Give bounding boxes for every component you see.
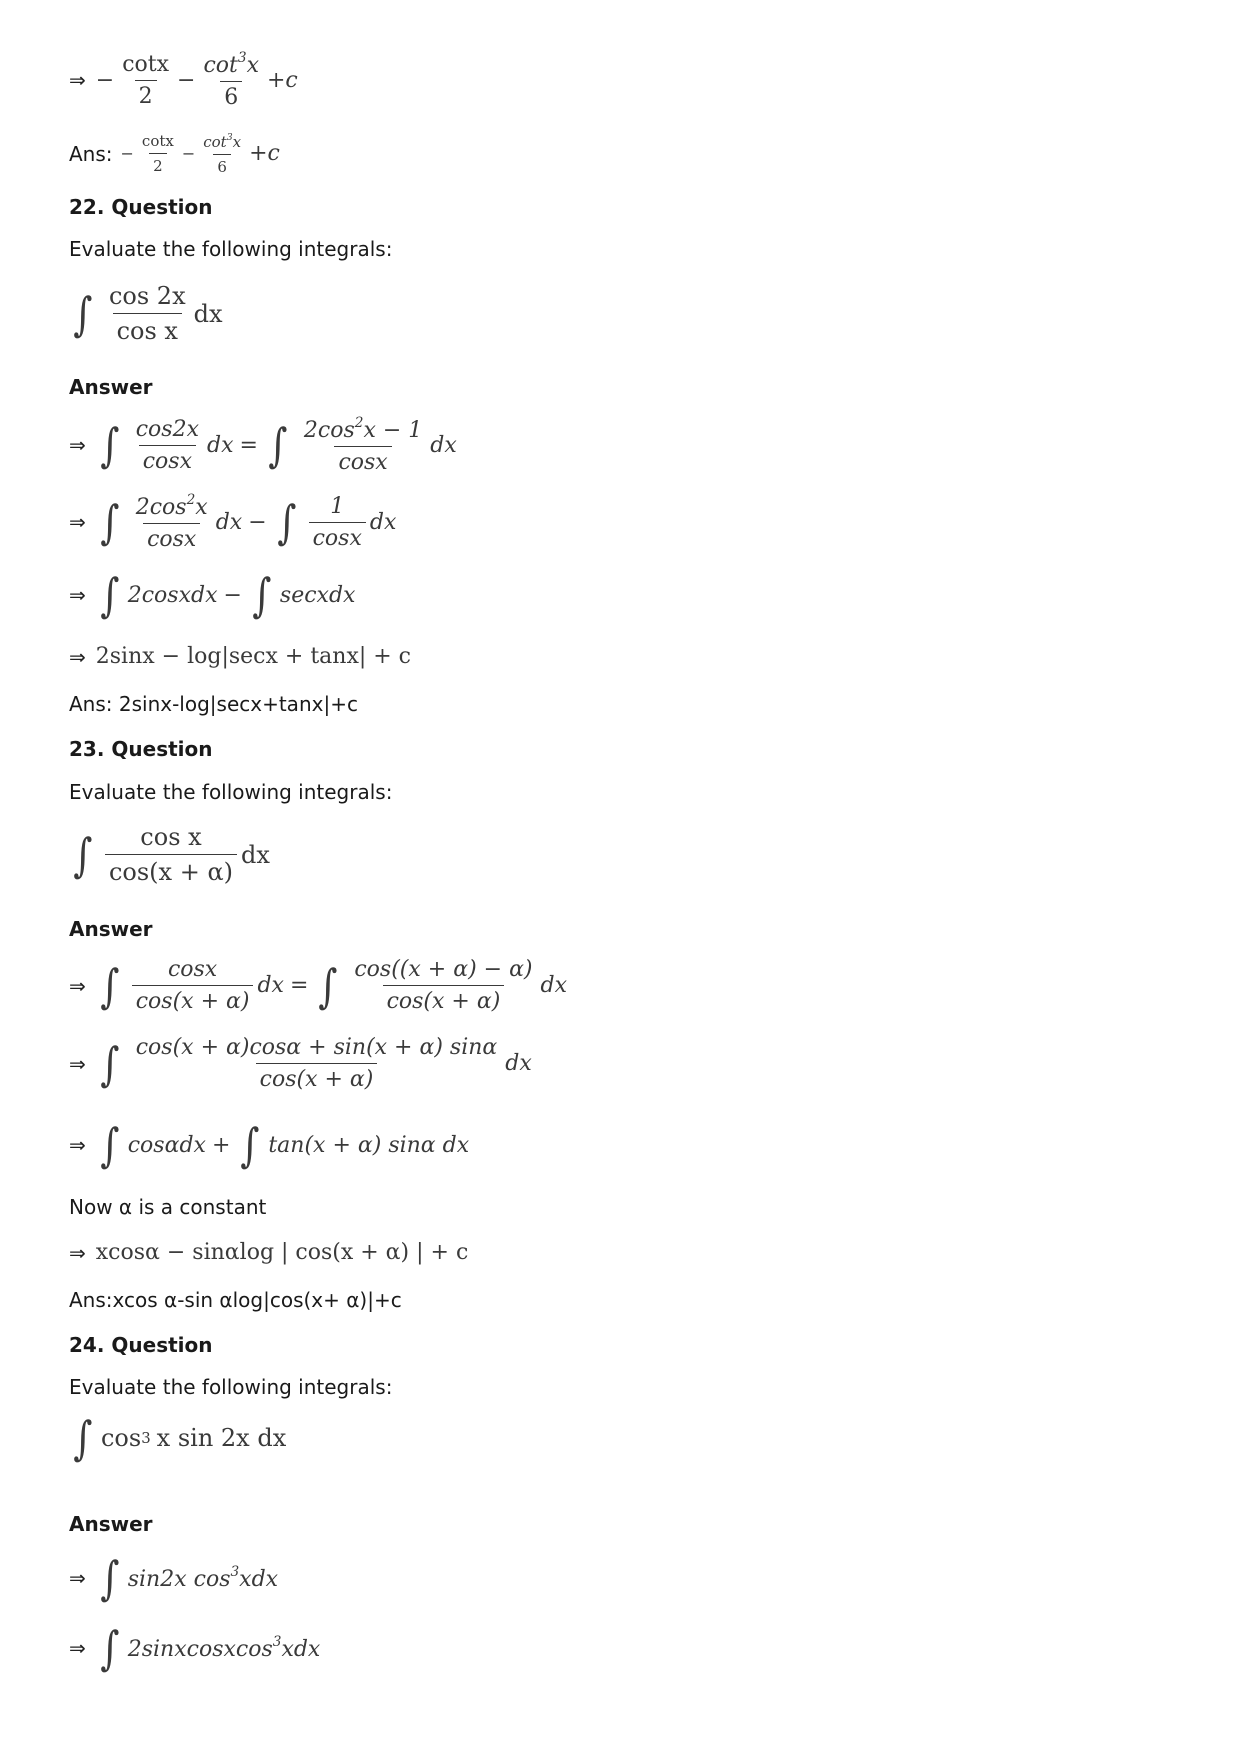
numerator-var: x [246,53,259,79]
q22-final-answer: Ans: 2sinx-log|secx+tanx|+c [69,692,358,716]
fraction [300,415,426,475]
q22-step-1 [69,415,457,475]
denominator: cos x [113,313,182,345]
q22-step-2 [69,492,396,552]
q23-step-3 [69,1118,470,1172]
exponent: 3 [272,1633,282,1650]
numerator: cos 2x [108,282,186,310]
integral-sign: ∫ [73,827,93,882]
fraction [138,132,178,175]
numerator: 1 [330,493,345,519]
implies-arrow: ⇒ [69,1566,86,1590]
numerator-var: x [232,132,242,151]
q23-final-answer: Ans:xcos α-sin αlog|cos(x+ α)|+c [69,1288,402,1312]
integral-sign: ∫ [277,495,297,550]
integrand: 2sinxcosxcos [127,1637,273,1663]
q23-step-2 [69,1035,532,1092]
integral-sign: ∫ [100,1036,120,1091]
integrand: cosαdx [127,1132,206,1158]
differential: dx [207,432,234,458]
exponent: 2 [186,492,196,508]
denominator: 2 [135,80,157,109]
differential: dx [540,973,568,998]
q22-heading: 22. Question [69,195,213,219]
differential: dx [430,432,457,458]
exponent: 2 [354,415,364,431]
minus-sign: − [177,67,196,93]
implies-arrow: ⇒ [69,583,86,607]
constant-term: +c [249,141,280,167]
q21-answer [69,132,280,176]
implies-arrow: ⇒ [69,973,86,998]
integrand: tan(x + α) sinα dx [268,1132,470,1158]
numerator: cotx [122,51,170,77]
q22-step-4 [69,644,411,669]
integral-sign: ∫ [73,286,93,341]
integral-sign: ∫ [100,1118,120,1172]
integrand-rest: xdx [281,1637,321,1663]
q24-step-2 [69,1621,321,1675]
q22-prompt: Evaluate the following integrals: [69,237,393,261]
denominator: cos(x + α) [105,854,237,886]
minus-sign: − [95,67,115,93]
integral-sign: ∫ [100,1621,120,1675]
integrand: cos [100,1424,142,1452]
answer-label: Ans: [69,141,113,166]
q23-integral [69,823,270,886]
q24-integral [69,1411,287,1465]
numerator: 2cos [135,495,187,521]
integral-sign: ∫ [318,958,338,1013]
q23-prompt: Evaluate the following integrals: [69,780,393,804]
fraction [132,492,212,552]
integrand-rest: xdx [239,1567,279,1593]
numerator: cos x [140,823,202,851]
q21-final-step [69,50,298,110]
numerator: cos2x [135,416,199,442]
fraction [118,52,173,109]
exponent: 3 [230,1563,240,1580]
differential: dx [215,509,243,535]
integral-sign: ∫ [73,1411,93,1465]
q24-answer-label: Answer [69,1512,153,1536]
implies-arrow: ⇒ [69,510,86,535]
denominator: 6 [213,154,231,176]
q23-step-4 [69,1240,468,1265]
implies-arrow: ⇒ [69,1051,86,1076]
implies-arrow: ⇒ [69,1240,86,1265]
integrand: sin2x cos [127,1567,231,1593]
denominator: cosx [143,523,200,552]
integral-sign: ∫ [268,418,288,473]
implies-arrow: ⇒ [69,1636,86,1660]
fraction [105,282,190,345]
numerator: 2cos [303,418,355,444]
implies-arrow: ⇒ [69,433,86,458]
implies-arrow: ⇒ [69,644,86,669]
fraction [199,50,263,110]
equals-sign: = [239,432,258,458]
integral-sign: ∫ [100,1551,120,1605]
denominator: cos(x + α) [256,1063,378,1092]
denominator: cosx [309,522,366,551]
denominator: 2 [149,153,167,175]
integral-sign: ∫ [100,958,120,1013]
numerator: cot [203,132,227,151]
fraction [350,957,536,1014]
result-expression: xcosα − sinαlog | cos(x + α) | + c [95,1240,469,1265]
numerator: cos((x + α) − α) [354,957,533,982]
equals-sign: = [289,973,309,998]
numerator-rest: x − 1 [363,418,423,444]
integral-sign: ∫ [100,418,120,473]
q23-answer-label: Answer [69,917,153,941]
differential: dx [257,973,284,998]
q24-prompt: Evaluate the following integrals: [69,1375,393,1399]
fraction [132,417,203,474]
denominator: cos(x + α) [383,985,505,1014]
integrand-rest: x sin 2x dx [156,1424,287,1452]
exponent: 3 [141,1429,151,1447]
differential: dx [193,299,223,328]
integrand: secxdx [279,582,356,608]
numerator: cos(x + α)cosα + sin(x + α) sinα [135,1035,498,1060]
plus-sign: + [211,1132,231,1158]
implies-arrow: ⇒ [69,68,86,93]
fraction [105,823,237,886]
fraction [309,494,366,551]
q23-heading: 23. Question [69,737,213,761]
constant-term: +c [266,67,298,93]
numerator: cotx [141,132,174,151]
integral-sign: ∫ [100,568,120,622]
q22-answer-label: Answer [69,375,153,399]
q22-step-3 [69,568,356,622]
numerator-var: x [195,495,208,521]
answer-expression: − $\frac{\cot x}{2}$ − $\frac{\cot^3x}{6}$ +c [120,132,280,176]
differential: dx [241,840,270,869]
fraction [132,1035,502,1092]
minus-sign: − [248,509,267,535]
differential: dx [505,1051,532,1076]
exponent: 3 [226,132,233,143]
q23-note: Now α is a constant [69,1195,267,1219]
integral-sign: ∫ [240,1118,260,1172]
q24-heading: 24. Question [69,1333,213,1357]
fraction [199,132,245,176]
q23-step-1 [69,957,567,1014]
q22-integral [69,282,223,345]
exponent: 3 [237,50,247,66]
denominator: cos(x + α) [132,985,254,1014]
q24-step-1 [69,1551,279,1605]
result-expression: 2sinx − log|secx + tanx| + c [95,644,412,669]
implies-arrow: ⇒ [69,1133,86,1157]
fraction [132,957,254,1014]
minus-sign: − [223,582,242,608]
denominator: 6 [220,81,242,110]
numerator: cosx [167,957,218,982]
differential: dx [369,509,397,535]
integral-sign: ∫ [252,568,272,622]
integrand: 2cosxdx [127,582,218,608]
integral-sign: ∫ [100,495,120,550]
numerator: cot [203,53,238,79]
denominator: cosx [334,446,391,475]
denominator: cosx [139,445,196,474]
